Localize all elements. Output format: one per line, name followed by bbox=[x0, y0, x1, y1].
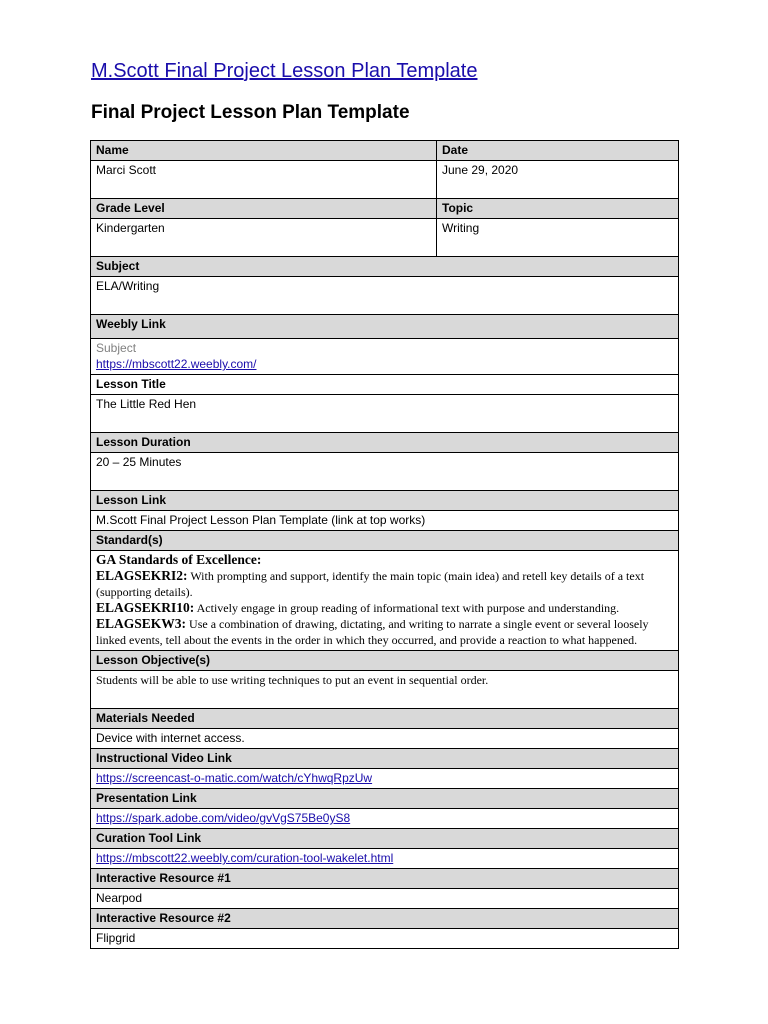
table-row bbox=[91, 869, 679, 889]
table-row bbox=[91, 257, 679, 277]
table-row bbox=[91, 375, 679, 395]
table-row bbox=[91, 511, 679, 531]
presentation-link-cell bbox=[91, 809, 679, 829]
table-row bbox=[91, 929, 679, 949]
standard-text: Use a combination of drawing, dictating, and writing to narrate a single event or several loosely linked events, tell about the events in the order in which they occurred, and provide a reaction to what happened. bbox=[96, 617, 649, 647]
grade-level-label: Grade Level bbox=[91, 199, 437, 219]
name-value: Marci Scott bbox=[91, 161, 437, 199]
lesson-link-label: Lesson Link bbox=[91, 491, 679, 511]
curation-link-cell bbox=[91, 849, 679, 869]
objective-label: Lesson Objective(s) bbox=[91, 651, 679, 671]
grade-level-value: Kindergarten bbox=[91, 219, 437, 257]
date-value: June 29, 2020 bbox=[437, 161, 679, 199]
lesson-link-value: M.Scott Final Project Lesson Plan Template (link at top works) bbox=[91, 511, 679, 531]
table-row bbox=[91, 769, 679, 789]
standard-item bbox=[96, 568, 673, 600]
lesson-title-label: Lesson Title bbox=[91, 375, 679, 395]
topic-value: Writing bbox=[437, 219, 679, 257]
table-row bbox=[91, 849, 679, 869]
table-row bbox=[91, 531, 679, 551]
table-row bbox=[91, 161, 679, 199]
curation-url-link[interactable]: https://mbscott22.weebly.com/curation-tool-wakelet.html bbox=[96, 851, 394, 865]
video-url-link[interactable]: https://screencast-o-matic.com/watch/cYhwqRpzUw bbox=[96, 771, 373, 785]
table-row bbox=[91, 789, 679, 809]
subject-label: Subject bbox=[91, 257, 679, 277]
standards-label: Standard(s) bbox=[91, 531, 679, 551]
materials-label: Materials Needed bbox=[91, 709, 679, 729]
table-row bbox=[91, 453, 679, 491]
table-row bbox=[91, 749, 679, 769]
table-row bbox=[91, 671, 679, 709]
presentation-link-label: Presentation Link bbox=[91, 789, 679, 809]
standard-code: ELAGSEKW3: bbox=[96, 616, 187, 631]
objective-value: Students will be able to use writing techniques to put an event in sequential order. bbox=[91, 671, 679, 709]
table-row bbox=[91, 141, 679, 161]
weebly-subject-hint: Subject bbox=[96, 341, 137, 355]
standard-text: Actively engage in group reading of informational text with purpose and understanding. bbox=[194, 601, 620, 615]
weebly-link-cell bbox=[91, 339, 679, 375]
date-label: Date bbox=[437, 141, 679, 161]
table-row bbox=[91, 809, 679, 829]
table-row bbox=[91, 551, 679, 651]
standard-code: ELAGSEKRI10: bbox=[96, 600, 195, 615]
table-row bbox=[91, 219, 679, 257]
table-row bbox=[91, 491, 679, 511]
table-row bbox=[91, 199, 679, 219]
subject-value: ELA/Writing bbox=[91, 277, 679, 315]
document-title-link[interactable]: M.Scott Final Project Lesson Plan Template bbox=[91, 60, 478, 82]
table-row bbox=[91, 651, 679, 671]
resource-1-label: Interactive Resource #1 bbox=[91, 869, 679, 889]
page-title: Final Project Lesson Plan Template bbox=[91, 102, 410, 123]
topic-label: Topic bbox=[437, 199, 679, 219]
lesson-duration-label: Lesson Duration bbox=[91, 433, 679, 453]
resource-2-label: Interactive Resource #2 bbox=[91, 909, 679, 929]
video-link-label: Instructional Video Link bbox=[91, 749, 679, 769]
lesson-title-value: The Little Red Hen bbox=[91, 395, 679, 433]
resource-2-value: Flipgrid bbox=[91, 929, 679, 949]
materials-value: Device with internet access. bbox=[91, 729, 679, 749]
weebly-link-label: Weebly Link bbox=[91, 315, 679, 339]
table-row bbox=[91, 909, 679, 929]
table-row bbox=[91, 829, 679, 849]
weebly-url-link[interactable]: https://mbscott22.weebly.com/ bbox=[96, 357, 257, 371]
video-link-cell bbox=[91, 769, 679, 789]
curation-link-label: Curation Tool Link bbox=[91, 829, 679, 849]
lesson-plan-table bbox=[90, 140, 679, 949]
name-label: Name bbox=[91, 141, 437, 161]
standard-text: With prompting and support, identify the main topic (main idea) and retell key details of a text (supporting details). bbox=[96, 569, 645, 599]
standard-code: ELAGSEKRI2: bbox=[96, 568, 188, 583]
table-row bbox=[91, 889, 679, 909]
table-row bbox=[91, 277, 679, 315]
standard-item bbox=[96, 616, 673, 648]
table-row bbox=[91, 729, 679, 749]
standards-cell bbox=[91, 551, 679, 651]
table-row bbox=[91, 395, 679, 433]
standard-item bbox=[96, 600, 673, 616]
table-row bbox=[91, 433, 679, 453]
standards-heading: GA Standards of Excellence: bbox=[96, 552, 262, 567]
lesson-duration-value: 20 – 25 Minutes bbox=[91, 453, 679, 491]
resource-1-value: Nearpod bbox=[91, 889, 679, 909]
table-row bbox=[91, 709, 679, 729]
table-row bbox=[91, 339, 679, 375]
presentation-url-link[interactable]: https://spark.adobe.com/video/gvVgS75Be0yS8 bbox=[96, 811, 351, 825]
table-row bbox=[91, 315, 679, 339]
